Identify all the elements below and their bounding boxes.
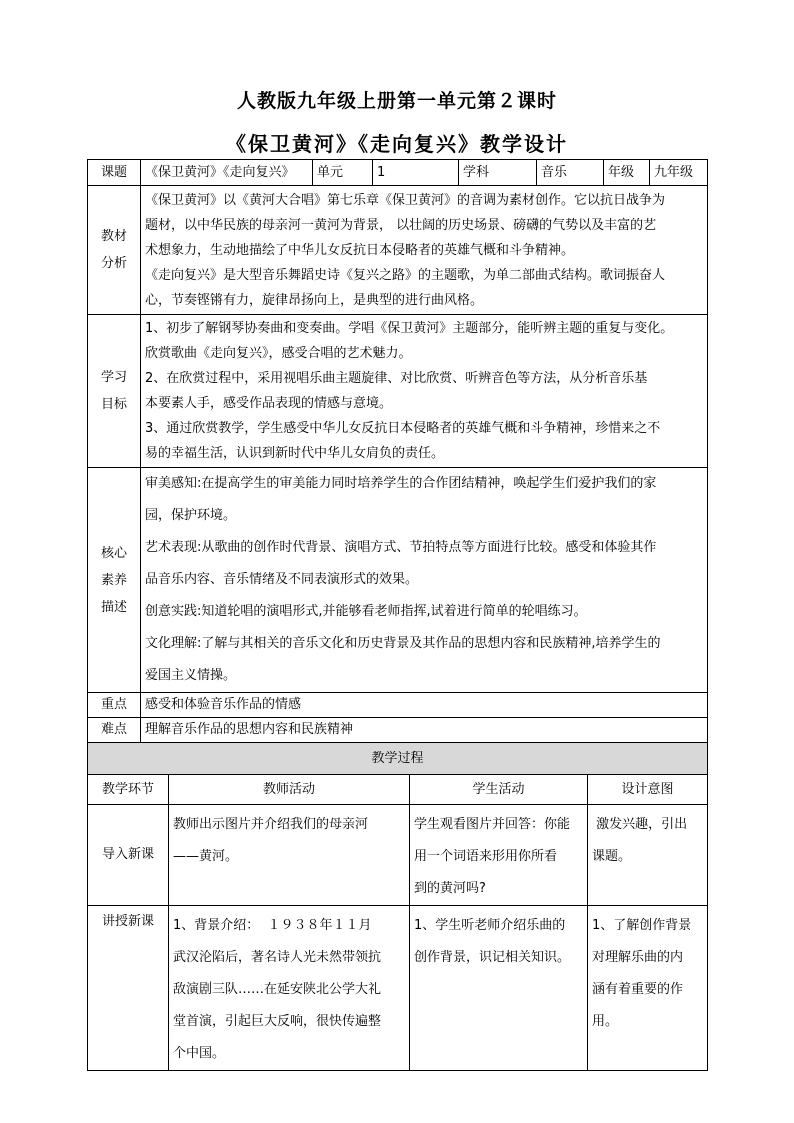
student-line: 用一个词语来形用你所看 xyxy=(414,849,558,864)
teacher-line: 堂首演，引起巨大反响，很快传遍整 xyxy=(173,1014,382,1029)
core-line: 审美感知:在提高学生的审美能力同时培养学生的合作团结精神，唤起学生们爱护我们的家 xyxy=(145,476,657,491)
analysis-row xyxy=(88,186,708,315)
goals-line: 3、通过欣赏教学，学生感受中华儿女反抗日本侵略者的英雄气概和斗争精神，珍惜来之不 xyxy=(145,421,661,436)
core-line: 园，保护环境。 xyxy=(145,508,237,523)
teacher-line: 1、背景介绍： １９３８年１１月 xyxy=(173,918,372,933)
goals-label xyxy=(88,315,141,468)
core-line: 艺术表现:从歌曲的创作时代背景、演唱方式、节拍特点等方面进行比较。感受和体验其作 xyxy=(145,540,657,555)
analysis-content xyxy=(141,186,708,315)
analysis-label xyxy=(88,186,141,315)
document-subtitle: 《保卫黄河》《走向复兴》教学设计 xyxy=(226,132,568,156)
teacher-cell xyxy=(169,906,410,1071)
grade-label: 年级 xyxy=(604,160,650,186)
student-cell xyxy=(410,805,588,906)
analysis-line: 术想象力，生动地描绘了中华儿女反抗日本侵略者的英雄气概和斗争精神。 xyxy=(145,242,575,258)
analysis-line: 心，节奏铿锵有力，旋律昂扬向上，是典型的进行曲风格。 xyxy=(145,292,484,308)
core-row xyxy=(88,468,708,693)
intent-line: 涵有着重要的作 xyxy=(592,982,684,997)
info-row xyxy=(88,160,708,186)
intent-line: 用。 xyxy=(592,1014,619,1029)
unit-value: 1 xyxy=(373,160,459,186)
goals-line: 欣赏歌曲《走向复兴》，感受合唱的艺术魅力。 xyxy=(145,346,412,361)
intent-cell xyxy=(588,906,708,1071)
goals-line: 易的幸福生活，认识到新时代中华儿女肩负的责任。 xyxy=(145,446,445,461)
key-row xyxy=(88,693,708,718)
core-line: 创意实践:知道轮唱的演唱形式,并能够看老师指挥,试着进行简单的轮唱练习。 xyxy=(145,604,587,619)
teacher-line: 武汉沦陷后，著名诗人光未然带领抗 xyxy=(173,950,382,965)
stage-cell: 讲授新课 xyxy=(88,906,169,1071)
stage-cell: 导入新课 xyxy=(88,805,169,906)
core-line: 文化理解:了解与其相关的音乐文化和历史背景及其作品的思想内容和民族精神,培养学生的 xyxy=(145,636,661,651)
document-title: 人教版九年级上册第一单元第２课时 xyxy=(236,90,557,112)
analysis-label-line: 分析 xyxy=(100,256,127,271)
process-table xyxy=(87,742,708,1071)
header-intent: 设计意图 xyxy=(588,775,708,805)
student-line: 学生观看图片并回答：你能 xyxy=(414,817,571,832)
grade-value: 九年级 xyxy=(650,160,708,186)
goals-row xyxy=(88,315,708,468)
student-line: 到的黄河吗? xyxy=(414,881,486,896)
goals-line: 本要素人手，感受作品表现的情感与意境。 xyxy=(145,396,393,411)
process-row xyxy=(88,805,708,906)
core-label-line: 描述 xyxy=(100,599,127,615)
unit-label: 单元 xyxy=(313,160,373,186)
goals-line: 2、在欣赏过程中，采用视唱乐曲主题旋律、对比欣赏、听辨音色等方法，从分析音乐基 xyxy=(145,371,648,386)
teacher-line: 教师出示图片并介绍我们的母亲河 xyxy=(173,817,369,832)
teacher-line: ——黄河。 xyxy=(173,849,239,864)
topic-label: 课题 xyxy=(88,160,141,186)
intent-cell xyxy=(588,805,708,906)
teacher-line: 个中国。 xyxy=(173,1046,226,1061)
intent-line: 激发兴趣，引出 xyxy=(592,817,688,832)
lesson-info-table xyxy=(87,159,708,743)
core-label-line: 素养 xyxy=(100,572,127,588)
intent-line: 对理解乐曲的内 xyxy=(592,950,684,965)
core-label-line: 核心 xyxy=(100,545,127,561)
process-banner: 教学过程 xyxy=(88,743,708,775)
teacher-cell xyxy=(169,805,410,906)
process-banner-row xyxy=(88,743,708,775)
intent-line: 课题。 xyxy=(592,849,632,864)
analysis-line: 《走向复兴》是大型音乐舞蹈史诗《复兴之路》的主题歌，为单二部曲式结构。歌词振奋人 xyxy=(145,267,666,283)
analysis-line: 《保卫黄河》以《黄河大合唱》第七乐章《保卫黄河》的音调为素材创作。它以抗日战争为 xyxy=(145,192,666,208)
teacher-line: 敌演剧三队……在延安陕北公学大礼 xyxy=(173,982,382,997)
header-student: 学生活动 xyxy=(410,775,588,805)
difficult-label: 难点 xyxy=(88,718,141,743)
core-label xyxy=(88,468,141,693)
analysis-label-line: 教材 xyxy=(100,229,127,244)
process-header-row xyxy=(88,775,708,805)
subject-value: 音乐 xyxy=(537,160,604,186)
student-line: 1、学生听老师介绍乐曲的 xyxy=(414,918,566,933)
subject-label: 学科 xyxy=(459,160,537,186)
key-label: 重点 xyxy=(88,693,141,718)
difficult-row xyxy=(88,718,708,743)
student-line: 创作背景，识记相关知识。 xyxy=(414,950,571,965)
goals-label-line: 目标 xyxy=(100,397,127,412)
core-line: 品音乐内容、音乐情绪及不同表演形式的效果。 xyxy=(145,572,419,587)
header-stage: 教学环节 xyxy=(88,775,169,805)
analysis-line: 题材，以中华民族的母亲河一黄河为背景， 以壮阔的历史场景、磅礴的气势以及丰富的艺 xyxy=(145,217,657,233)
header-teacher: 教师活动 xyxy=(169,775,410,805)
student-cell xyxy=(410,906,588,1071)
goals-line: 1、初步了解钢琴协奏曲和变奏曲。学唱《保卫黄河》主题部分，能听辨主题的重复与变化。 xyxy=(145,321,674,336)
goals-content xyxy=(141,315,708,468)
intent-line: 1、了解创作背景 xyxy=(592,918,692,933)
core-line: 爱国主义情操。 xyxy=(145,668,237,683)
difficult-value: 理解音乐作品的思想内容和民族精神 xyxy=(141,718,708,743)
topic-value: 《保卫黄河》《走向复兴》 xyxy=(141,160,313,186)
process-row xyxy=(88,906,708,1071)
core-content xyxy=(141,468,708,693)
key-value: 感受和体验音乐作品的情感 xyxy=(141,693,708,718)
goals-label-line: 学习 xyxy=(100,370,127,385)
